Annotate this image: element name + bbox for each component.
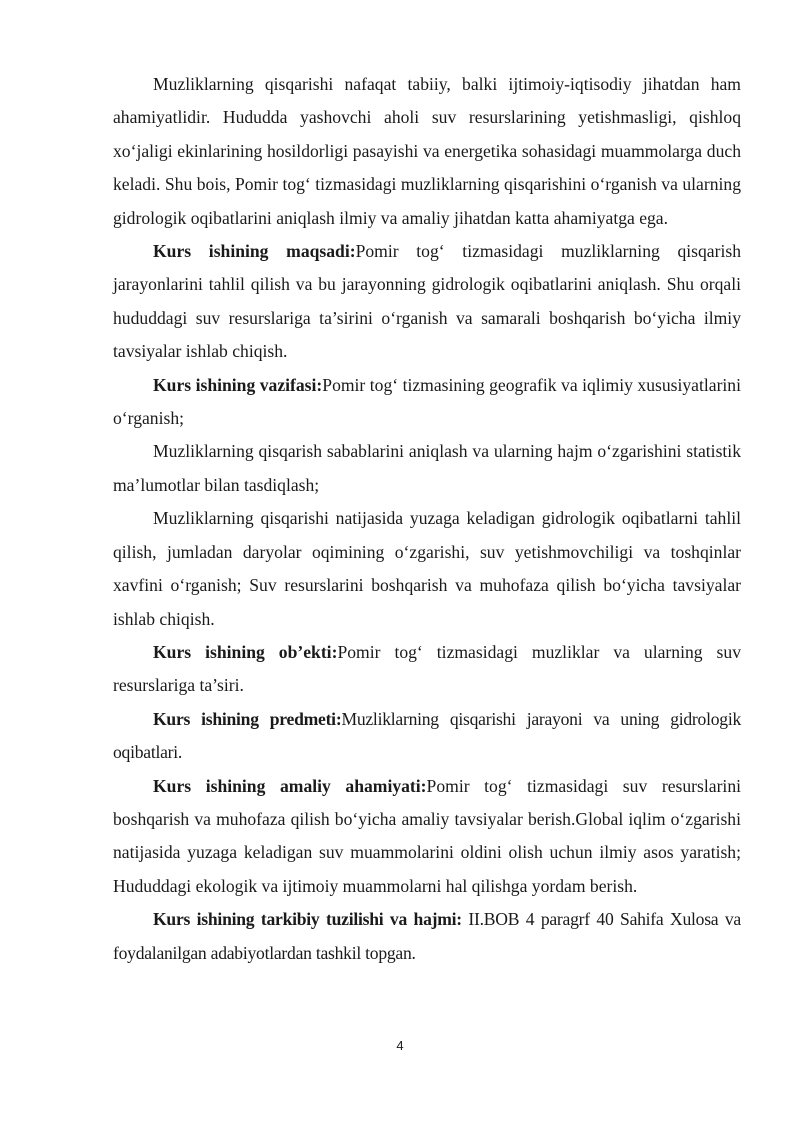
paragraph-intro [113, 68, 741, 235]
paragraph-text: Muzliklarning qisqarishi natijasida yuzaga keladigan gidrologik oqibatlarni tahlil qilish, jumladan daryolar oqimining o‘zgarishi, suv yetishmovchiligi va toshqinlar xavfini o‘rganish; Suv resurslarini boshqarish va muhofaza qilish bo‘yicha tavsiyalar ishlab chiqish. [113, 508, 741, 629]
paragraph-heading: Kurs ishining predmeti: [153, 708, 342, 729]
page-number: 4 [396, 1038, 404, 1053]
paragraph-heading: Kurs ishining maqsadi: [153, 241, 356, 262]
paragraph-heading: Kurs ishining tarkibiy tuzilishi va hajmi: [153, 909, 462, 930]
paragraph-text: II.BOB 4 paragrf 40 Sahifa Xulosa va foydalanilgan adabiyotlardan tashkil topgan. [113, 909, 741, 963]
paragraph-heading: Kurs ishining amaliy ahamiyati: [153, 775, 427, 796]
paragraph-text: Muzliklarning qisqarish sabablarini aniqlash va ularning hajm o‘zgarishini statistik ma’lumotlar bilan tasdiqlash; [113, 441, 741, 495]
paragraph-subject [113, 703, 741, 770]
paragraph-practical-significance [113, 770, 741, 904]
paragraph-goal [113, 235, 741, 369]
paragraph-tasks [113, 369, 741, 436]
paragraph-text: Pomir tog‘ tizmasidagi muzliklarning qisqarish jarayonlarini tahlil qilish va bu jarayonning gidrologik oqibatlarini aniqlash. Shu orqali hududdagi suv resurslariga ta’sirini o‘rganish va samarali boshqarish bo‘yicha ilmiy tavsiyalar ishlab chiqish. [113, 241, 742, 362]
paragraph-heading: Kurs ishining ob’ekti: [153, 641, 338, 662]
paragraph-text: Muzliklarning qisqarishi nafaqat tabiiy, balki ijtimoiy-iqtisodiy jihatdan ham ahamiyatlidir. Hududda yashovchi aholi suv resurslarining yetishmasligi, qishloq xo‘jaligi ekinlarining hosildorligi pasayishi va energetika sohasidagi muammolarga duch keladi. Shu bois, Pomir tog‘ tizmasidagi muzliklarning qisqarishini o‘rganish va ularning gidrologik oqibatlarini aniqlash ilmiy va amaliy jihatdan katta ahamiyatga ega. [113, 74, 741, 228]
document-body [113, 68, 741, 970]
paragraph-text: Pomir tog‘ tizmasidagi suv resurslarini boshqarish va muhofaza qilish bo‘yicha amaliy tavsiyalar berish.Global iqlim o‘zgarishi natijasida yuzaga keladigan suv muammolarini oldini olish uchun ilmiy asos yaratish; Hududdagi ekologik va ijtimoiy muammolarni hal qilishga yordam berish. [113, 775, 741, 896]
paragraph-heading: Kurs ishining vazifasi: [153, 374, 323, 395]
paragraph-object [113, 636, 741, 703]
paragraph-text: Pomir tog‘ tizmasidagi muzliklar va ularning suv resurslariga ta’siri. [113, 641, 741, 696]
paragraph-text: Pomir tog‘ tizmasining geografik va iqlimiy xususiyatlarini o‘rganish; [113, 374, 741, 429]
paragraph-task-2 [113, 435, 741, 502]
paragraph-task-3 [113, 502, 741, 636]
paragraph-text: Muzliklarning qisqarishi jarayoni va uning gidrologik oqibatlari. [113, 708, 742, 763]
paragraph-structure [113, 903, 741, 970]
